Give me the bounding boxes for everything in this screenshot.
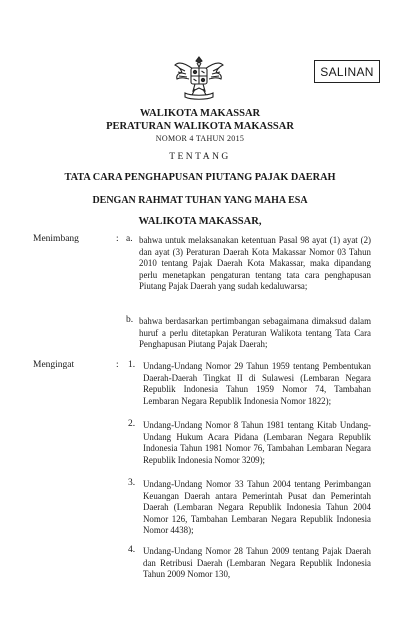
mengingat-marker-2: 2.: [128, 419, 136, 429]
garuda-emblem-icon: [173, 51, 225, 103]
menimbang-item-b: bahwa berdasarkan pertimbangan sebagaimana dimaksud dalam huruf a perlu ditetapkan Peraturan Walikota tentang Tata Cara Penghapusan Piutang Pajak Daerah;: [139, 316, 371, 350]
authority-line: WALIKOTA MAKASSAR,: [138, 216, 262, 227]
menimbang-marker-a: a.: [126, 234, 133, 244]
mengingat-item-1: Undang-Undang Nomor 29 Tahun 1959 tentang Pembentukan Daerah-Daerah Tingkat II di Sulawesi (Lembaran Negara Republik Indonesia Tahun 1959 Nomor 74, Tambahan Lembaran Negara Republik Indonesia Nomor 1822);: [143, 361, 371, 406]
regulation-number: NOMOR 4 TAHUN 2015: [155, 134, 245, 143]
mengingat-colon: :: [116, 360, 119, 370]
mengingat-item-4: Undang-Undang Nomor 28 Tahun 2009 tentang Pajak Daerah dan Retribusi Daerah (Lembaran Negara Republik Indonesia Tahun 2009 Nomor 130,: [143, 546, 371, 580]
menimbang-label: Menimbang: [33, 234, 79, 244]
mengingat-item-3: Undang-Undang Nomor 33 Tahun 2004 tentang Perimbangan Keuangan Daerah antara Pemerintah Pusat dan Pemerintah Daerah (Lembaran Negara Republik Indonesia Tahun 2004 Nomor 126, Tambahan Lembaran Negara Republik Indonesia Nomor 4438);: [143, 479, 371, 536]
mengingat-item-2: Undang-Undang Nomor 8 Tahun 1981 tentang Kitab Undang-Undang Hukum Acara Pidana (Lembaran Negara Republik Indonesia Tahun 1981 Nomor 76, Tambahan Lembaran Negara Republik Indonesia Nomor 3209);: [143, 420, 371, 465]
stamp-label: SALINAN: [320, 64, 374, 79]
salinan-stamp: [314, 60, 380, 83]
issuer-title: WALIKOTA MAKASSAR: [139, 108, 261, 119]
mengingat-label: Mengingat: [33, 360, 75, 370]
mengingat-marker-4: 4.: [128, 545, 136, 555]
mengingat-marker-1: 1.: [128, 360, 136, 370]
regulation-title: PERATURAN WALIKOTA MAKASSAR: [106, 121, 294, 132]
menimbang-colon: :: [116, 234, 119, 244]
mengingat-marker-3: 3.: [128, 478, 136, 488]
menimbang-item-a: bahwa untuk melaksanakan ketentuan Pasal 98 ayat (1) ayat (2) dan ayat (3) Peraturan Daerah Kota Makassar Nomor 03 Tahun 2010 tentang Pajak Daerah Kota Makassar, maka dipandang perlu menetapkan pengaturan tentang tata cara penghapusan Piutang Pajak Daerah yang sudah kedaluwarsa;: [139, 235, 371, 292]
grace-line: DENGAN RAHMAT TUHAN YANG MAHA ESA: [92, 195, 308, 206]
about-heading: TENTANG: [169, 152, 231, 162]
menimbang-marker-b: b.: [126, 315, 134, 325]
regulation-subject: TATA CARA PENGHAPUSAN PIUTANG PAJAK DAERAH: [64, 172, 336, 183]
